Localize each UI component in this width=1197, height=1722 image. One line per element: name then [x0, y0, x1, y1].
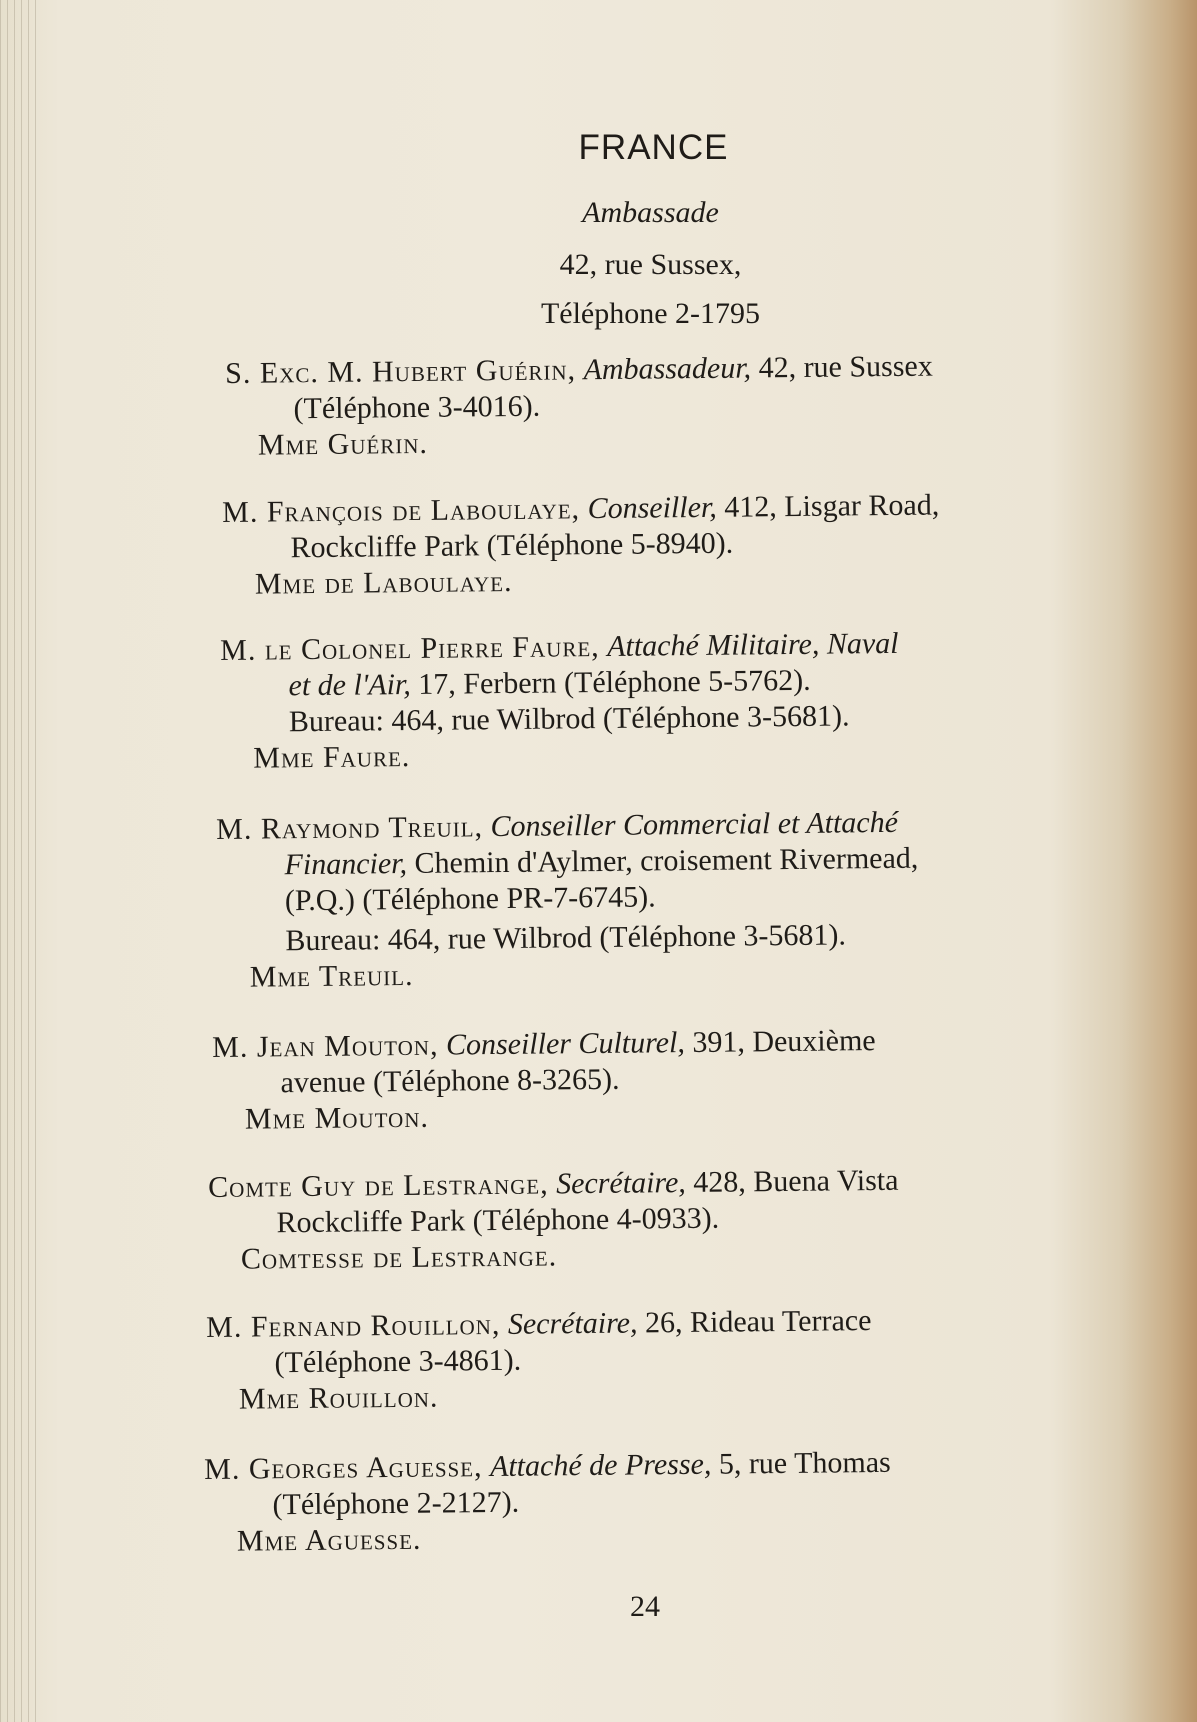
- spouse-name: Mme Treuil.: [249, 958, 414, 994]
- page-edge-lines: [0, 0, 40, 1722]
- embassy-address: 42, rue Sussex,: [559, 248, 742, 281]
- person-address: 428, Buena Vista: [693, 1163, 899, 1199]
- person-address: 17, Ferbern (Téléphone 5-5762).: [418, 663, 811, 701]
- person-name: M. Raymond Treuil,: [216, 810, 484, 846]
- entry-line-3: (P.Q.) (Téléphone PR-7-6745).: [284, 880, 656, 918]
- person-address: Chemin d'Aylmer, croisement Rivermead,: [414, 841, 919, 880]
- person-title: Secrétaire,: [555, 1165, 686, 1201]
- section-heading: Ambassade: [582, 196, 719, 229]
- person-title: Attaché Militaire, Naval: [607, 626, 899, 663]
- office-line: Bureau: 464, rue Wilbrod (Téléphone 3-5681).: [285, 918, 847, 958]
- person-name: M. François de Laboulaye,: [222, 492, 581, 529]
- directory-entry: [222, 486, 1103, 603]
- entry-line-2: (Téléphone 3-4016).: [293, 389, 541, 426]
- entry-line-2: (Téléphone 2-2127).: [272, 1485, 520, 1522]
- page-number: 24: [630, 1590, 660, 1623]
- person-name: M. Jean Mouton,: [212, 1028, 439, 1064]
- person-title: Conseiller Culturel,: [445, 1026, 686, 1062]
- entry-line-2: (Téléphone 3-4861).: [274, 1343, 522, 1380]
- person-address: 26, Rideau Terrace: [644, 1304, 872, 1340]
- spouse-name: Mme Guérin.: [257, 426, 429, 462]
- spouse-name: Mme Mouton.: [244, 1100, 430, 1136]
- directory-entry: [204, 1443, 1085, 1560]
- directory-entry: [225, 347, 1106, 464]
- directory-entry: [206, 1301, 1087, 1418]
- person-title-continued: et de l'Air,: [288, 668, 411, 703]
- person-name: M. Georges Aguesse,: [204, 1450, 483, 1486]
- person-name: M. Fernand Rouillon,: [206, 1307, 501, 1344]
- office-line: Bureau: 464, rue Wilbrod (Téléphone 3-5681).: [288, 699, 850, 739]
- entry-line-2: Rockcliffe Park (Téléphone 5-8940).: [290, 526, 734, 565]
- person-address: 412, Lisgar Road,: [724, 488, 940, 524]
- spouse-name: Comtesse de Lestrange.: [240, 1239, 558, 1276]
- entry-line-2: Rockcliffe Park (Téléphone 4-0933).: [276, 1201, 720, 1240]
- spouse-name: Mme de Laboulaye.: [254, 564, 513, 601]
- person-address: 42, rue Sussex: [758, 349, 933, 385]
- embassy-phone: Téléphone 2-1795: [540, 297, 761, 330]
- person-name: M. le Colonel Pierre Faure,: [220, 630, 600, 667]
- spouse-name: Mme Faure.: [253, 740, 411, 775]
- directory-entry: [216, 803, 1098, 996]
- person-address: 391, Deuxième: [692, 1024, 876, 1059]
- person-title: Ambassadeur,: [583, 351, 752, 387]
- spouse-name: Mme Aguesse.: [236, 1522, 422, 1558]
- person-name: Comte Guy de Lestrange,: [208, 1167, 549, 1204]
- directory-entry: [208, 1161, 1089, 1278]
- person-title: Conseiller Commercial et Attaché: [490, 805, 899, 844]
- directory-entry: [220, 624, 1101, 777]
- spouse-name: Mme Rouillon.: [238, 1380, 439, 1416]
- person-title-continued: Financier,: [284, 847, 408, 882]
- country-heading: FRANCE: [578, 128, 729, 167]
- directory-entry: [212, 1021, 1093, 1138]
- person-title: Conseiller,: [587, 490, 717, 526]
- person-title: Attaché de Presse,: [489, 1447, 712, 1484]
- entry-line-2: avenue (Téléphone 8-3265).: [280, 1062, 620, 1100]
- person-title: Secrétaire,: [507, 1306, 638, 1341]
- person-name: S. Exc. M. Hubert Guérin,: [225, 353, 577, 390]
- person-address: 5, rue Thomas: [718, 1445, 891, 1481]
